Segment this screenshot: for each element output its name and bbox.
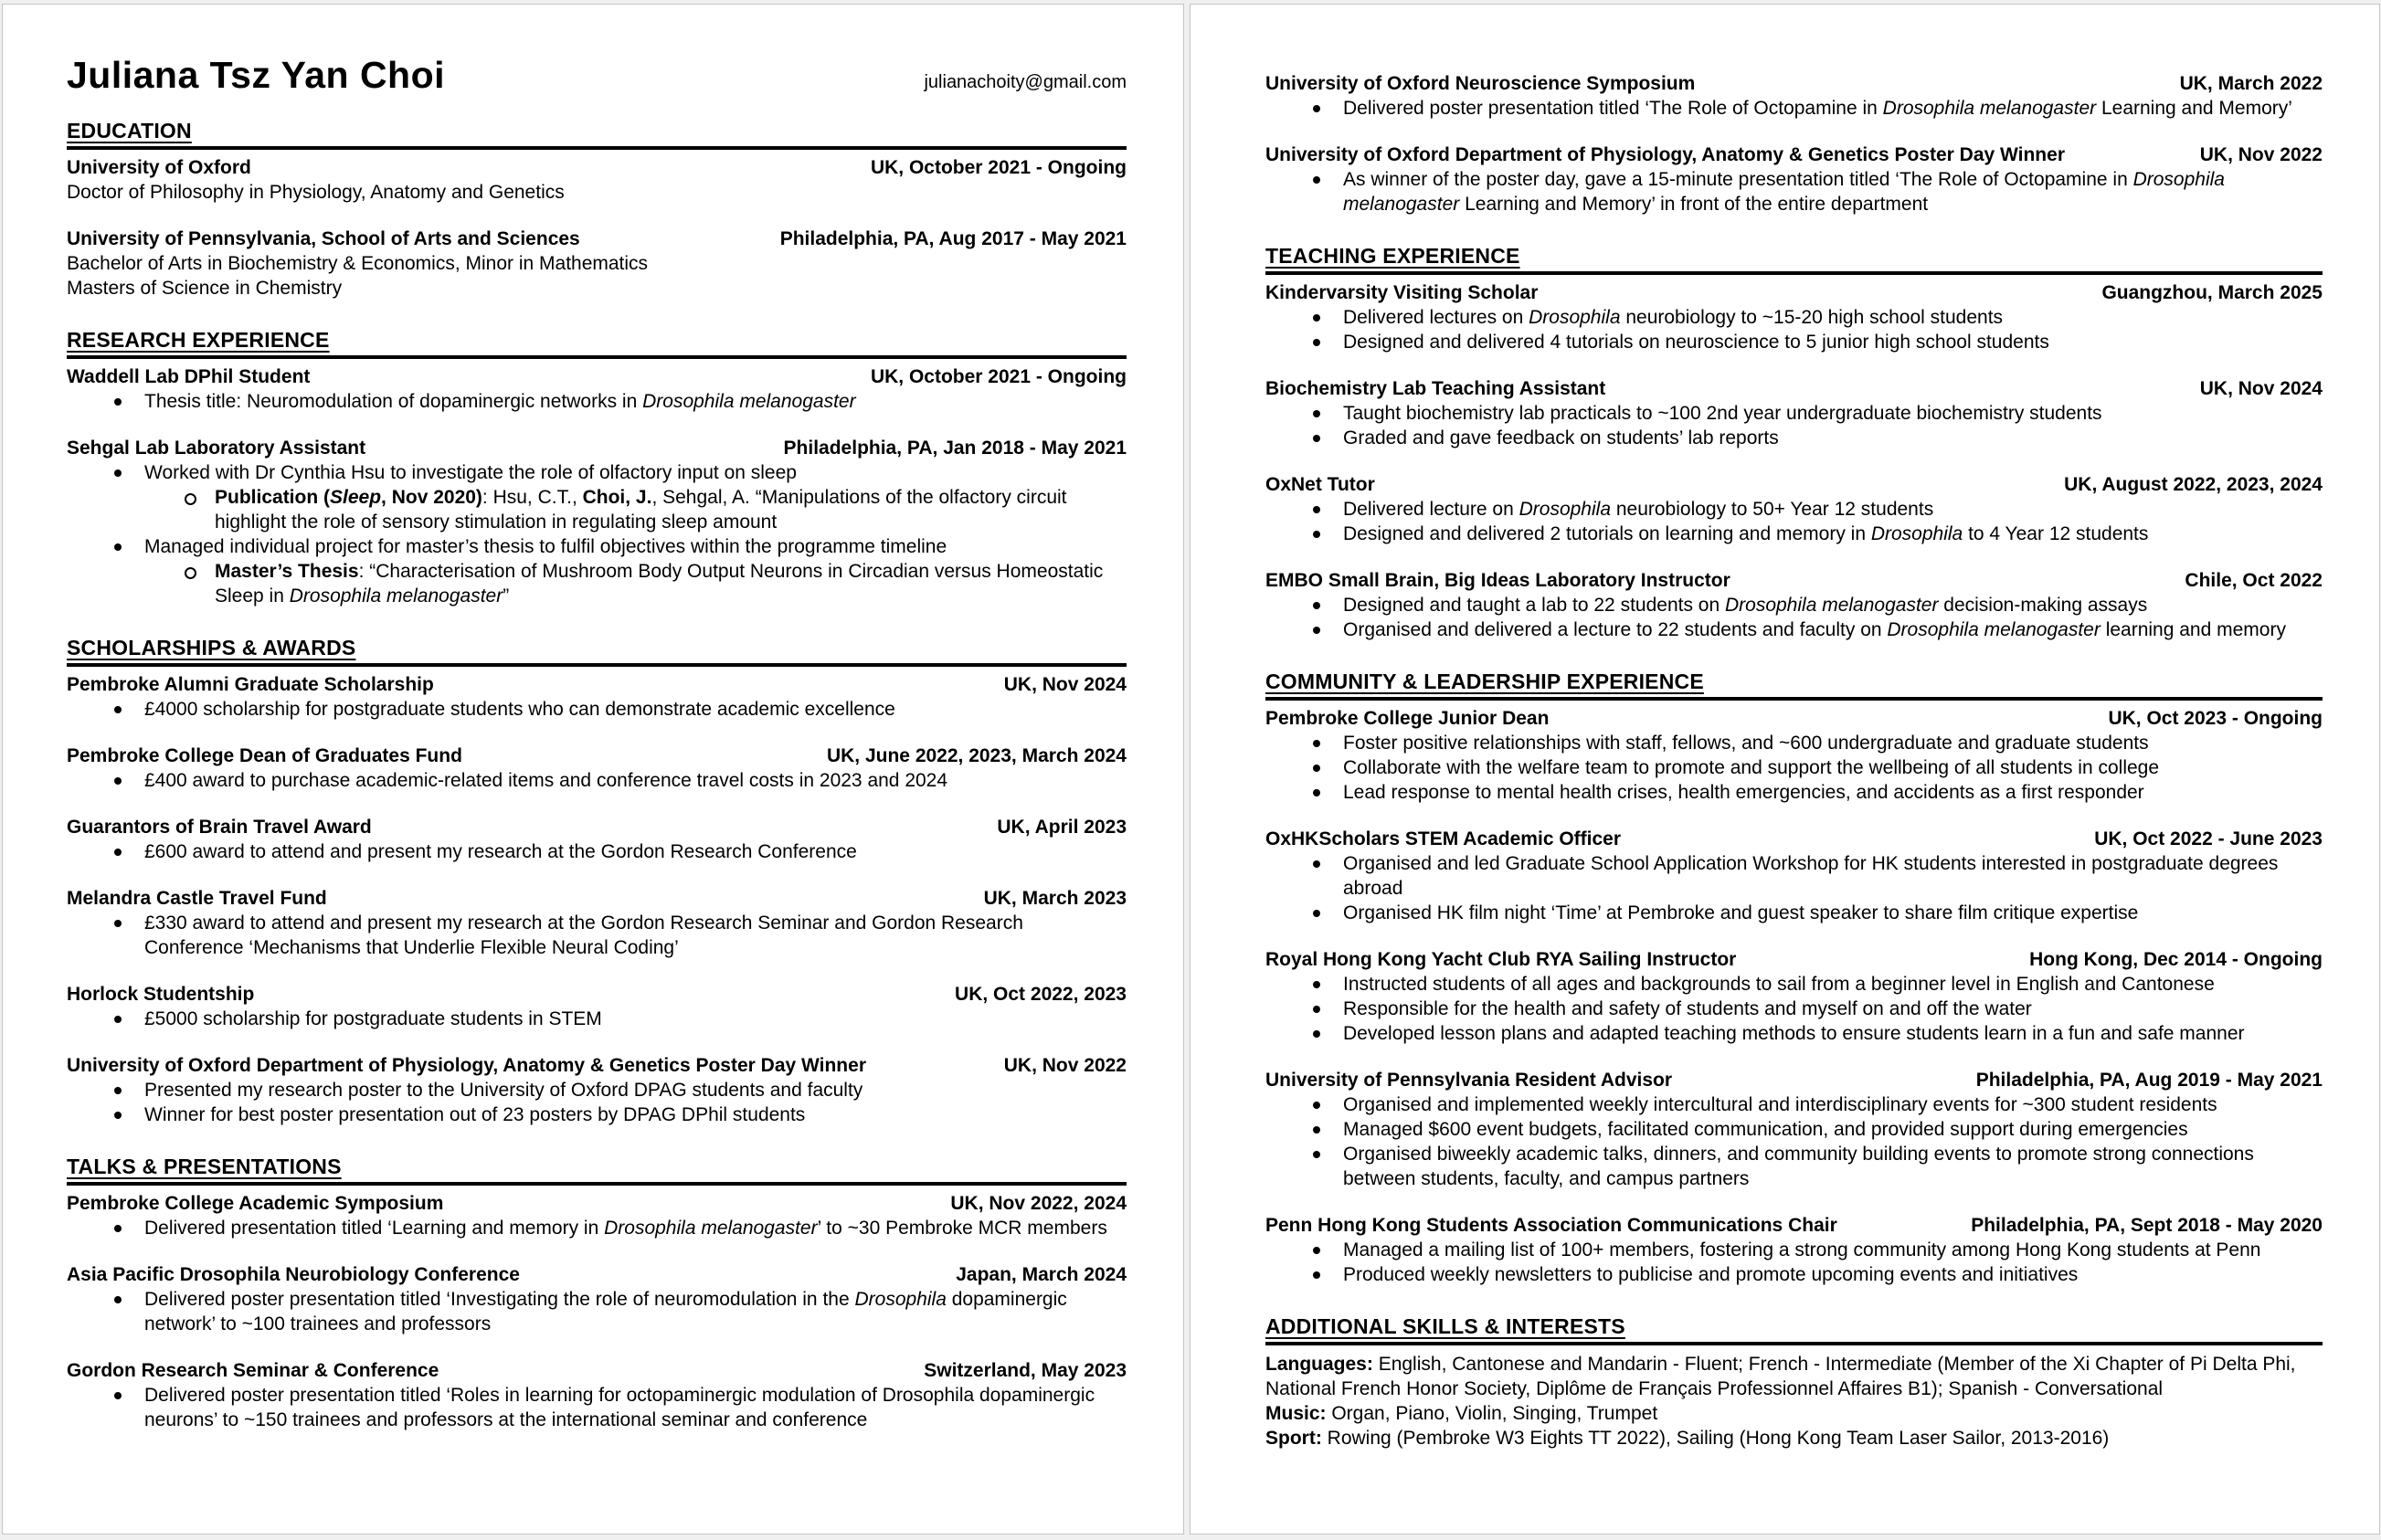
bullet-list: [1265, 593, 2323, 642]
entry-header-row: [67, 1192, 1127, 1216]
resume-entry: [67, 437, 1127, 608]
bullet-item: Thesis title: Neuromodulation of dopaminergic networks in Drosophila melanogaster: [112, 389, 1127, 414]
bullet-item: Organised biweekly academic talks, dinners, and community building events to promote strong connections between students, faculty, and campus partners: [1311, 1142, 2323, 1191]
entry-date-location: UK, Nov 2024: [2199, 378, 2323, 399]
bullet-list: [67, 839, 1127, 864]
entry-title: University of Pennsylvania, School of Arts and Sciences: [67, 228, 580, 249]
entry-date-location: Japan, March 2024: [956, 1264, 1127, 1285]
entry-header-row: [67, 437, 1127, 460]
entry-title: Waddell Lab DPhil Student: [67, 366, 311, 387]
italic-text: Drosophila melanogaster: [1724, 595, 1939, 616]
entry-title: Royal Hong Kong Yacht Club RYA Sailing Instructor: [1265, 949, 1737, 970]
resume-entry: [1265, 72, 2323, 121]
entry-header-row: [1265, 948, 2323, 972]
entry-date-location: UK, Oct 2022, 2023: [955, 984, 1127, 1005]
entry-header-row: [67, 983, 1127, 1007]
italic-text: Drosophila: [1870, 523, 1963, 544]
entry-header-row: [1265, 1069, 2323, 1092]
bullet-list: [67, 768, 1127, 793]
bold-text: Master’s Thesis: [215, 561, 359, 582]
entry-title: OxHKScholars STEM Academic Officer: [1265, 828, 1622, 849]
entry-title: University of Oxford: [67, 157, 251, 178]
bullet-list: [67, 1383, 1127, 1432]
entry-title: Pembroke College Academic Symposium: [67, 1193, 444, 1214]
entry-date-location: Philadelphia, PA, Aug 2017 - May 2021: [779, 228, 1127, 249]
bold-text: Choi, J.: [582, 487, 652, 508]
bold-text: , Nov 2020): [381, 487, 482, 508]
entry-title: Horlock Studentship: [67, 984, 255, 1005]
bullet-item: £5000 scholarship for postgraduate students in STEM: [112, 1007, 1127, 1031]
bullet-item: Organised and implemented weekly intercultural and interdisciplinary events for ~300 student residents: [1311, 1092, 2323, 1117]
resume-section: [1265, 670, 2323, 1287]
bullet-list: [1265, 1092, 2323, 1191]
bullet-list: [67, 1007, 1127, 1031]
entry-date-location: UK, March 2022: [2179, 73, 2323, 94]
resume-entry: [1265, 377, 2323, 450]
bullet-item: Managed a mailing list of 100+ members, fostering a strong community among Hong Kong students at Penn: [1311, 1238, 2323, 1262]
bullet-list: [67, 911, 1127, 960]
entry-date-location: Philadelphia, PA, Sept 2018 - May 2020: [1971, 1215, 2323, 1236]
bullet-item: Organised and delivered a lecture to 22 students and faculty on Drosophila melanogaster learning and memory: [1311, 617, 2323, 642]
bullet-item: Responsible for the health and safety of students and myself on and off the water: [1311, 997, 2323, 1021]
resume-header: [67, 54, 1127, 97]
section-heading: [67, 636, 1127, 667]
section-heading: [1265, 670, 2323, 701]
entry-header-row: [1265, 72, 2323, 96]
entry-header-row: [1265, 707, 2323, 731]
bullet-list: [1265, 497, 2323, 546]
entry-header-row: [67, 816, 1127, 839]
entry-date-location: UK, Nov 2022: [1003, 1055, 1127, 1076]
page-1-sections: [67, 119, 1127, 1432]
entry-date-location: Guangzhou, March 2025: [2101, 282, 2323, 303]
resume-entry: [67, 673, 1127, 722]
bullet-list: [1265, 305, 2323, 354]
bullet-item: Graded and gave feedback on students’ lab reports: [1311, 426, 2323, 450]
entry-detail-line: Doctor of Philosophy in Physiology, Anatomy and Genetics: [67, 182, 565, 203]
italic-text: Sleep: [330, 487, 382, 508]
bullet-item: Taught biochemistry lab practicals to ~100 2nd year undergraduate biochemistry students: [1311, 401, 2323, 426]
entry-date-location: Philadelphia, PA, Jan 2018 - May 2021: [783, 438, 1127, 459]
entry-detail-line: Music: Organ, Piano, Violin, Singing, Trumpet: [1265, 1403, 1658, 1424]
entry-header-row: [67, 1359, 1127, 1383]
resume-entry: [67, 744, 1127, 793]
entry-date-location: UK, Nov 2024: [1003, 674, 1127, 695]
resume-entry: [1265, 1069, 2323, 1191]
entry-detail-line: Bachelor of Arts in Biochemistry & Economics, Minor in Mathematics: [67, 253, 649, 274]
entry-detail-line: Sport: Rowing (Pembroke W3 Eights TT 2022), Sailing (Hong Kong Team Laser Sailor, 2013-2016): [1265, 1428, 2110, 1449]
bullet-item: Designed and delivered 4 tutorials on neuroscience to 5 junior high school students: [1311, 330, 2323, 354]
section-heading-text: ADDITIONAL SKILLS & INTERESTS: [1265, 1314, 1625, 1338]
entry-header-row: [1265, 377, 2323, 401]
bullet-list: [67, 697, 1127, 722]
resume-entry: [67, 816, 1127, 864]
italic-text: Drosophila: [854, 1289, 947, 1310]
sub-bullet-item: Master’s Thesis: “Characterisation of Mushroom Body Output Neurons in Circadian versus Homeostatic Sleep in Drosophila melanogaster”: [183, 559, 1127, 608]
italic-text: Drosophila melanogaster: [642, 391, 856, 412]
bullet-item: Delivered presentation titled ‘Learning and memory in Drosophila melanogaster’ to ~30 Pembroke MCR members: [112, 1216, 1127, 1240]
entry-title: Pembroke Alumni Graduate Scholarship: [67, 674, 434, 695]
candidate-name: Juliana Tsz Yan Choi: [67, 54, 446, 96]
resume-entry: [1265, 473, 2323, 546]
resume-entry: [67, 1359, 1127, 1432]
bullet-list: [67, 1078, 1127, 1127]
bullet-item: Delivered lectures on Drosophila neurobiology to ~15-20 high school students: [1311, 305, 2323, 330]
resume-entry: [67, 365, 1127, 414]
bullet-item: Winner for best poster presentation out of 23 posters by DPAG DPhil students: [112, 1102, 1127, 1127]
entry-date-location: UK, April 2023: [997, 817, 1127, 838]
bold-text: Music:: [1265, 1403, 1327, 1424]
bold-text: Publication (: [215, 487, 330, 508]
entry-header-row: [1265, 828, 2323, 851]
entry-header-row: [67, 887, 1127, 911]
entry-date-location: Philadelphia, PA, Aug 2019 - May 2021: [1975, 1070, 2323, 1091]
resume-entry: [67, 983, 1127, 1031]
entry-title: University of Oxford Neuroscience Symposium: [1265, 73, 1696, 94]
bullet-item: Presented my research poster to the University of Oxford DPAG students and faculty: [112, 1078, 1127, 1102]
entry-date-location: UK, Nov 2022: [2199, 144, 2323, 165]
entry-date-location: UK, March 2023: [983, 888, 1127, 909]
bullet-list: [1265, 972, 2323, 1046]
bullet-list: [67, 460, 1127, 608]
italic-text: Drosophila melanogaster: [289, 585, 503, 607]
entry-header-row: [67, 365, 1127, 389]
bullet-item: Delivered poster presentation titled ‘Investigating the role of neuromodulation in the Drosophila dopaminergic network’ to ~100 trainees and professors: [112, 1287, 1127, 1336]
entry-date-location: Hong Kong, Dec 2014 - Ongoing: [2029, 949, 2323, 970]
section-heading-text: EDUCATION: [67, 119, 192, 142]
bullet-list: [67, 1216, 1127, 1240]
bullet-item: Worked with Dr Cynthia Hsu to investigate the role of olfactory input on sleep Publication (Sleep, Nov 2020): Hsu, C.T., Choi, J., Sehgal, A. “Manipulations of the olfactory circuit highlight the role of sensory stimulation in regulating sleep amount: [112, 460, 1127, 534]
entry-header-row: [67, 227, 1127, 251]
bullet-list: [1265, 1238, 2323, 1287]
candidate-email: julianachoity@gmail.com: [924, 72, 1127, 92]
resume-entry: [1265, 569, 2323, 642]
entry-title: EMBO Small Brain, Big Ideas Laboratory Instructor: [1265, 570, 1730, 591]
sub-bullet-list: [144, 485, 1127, 534]
bullet-list: [1265, 96, 2323, 121]
resume-section: [1265, 1314, 2323, 1450]
bullet-item: Foster positive relationships with staff, fellows, and ~600 undergraduate and graduate students: [1311, 731, 2323, 755]
bullet-item: Lead response to mental health crises, health emergencies, and accidents as a first responder: [1311, 780, 2323, 805]
entry-title: Penn Hong Kong Students Association Communications Chair: [1265, 1215, 1837, 1236]
entry-date-location: UK, Nov 2022, 2024: [950, 1193, 1127, 1214]
entry-title: University of Oxford Department of Physiology, Anatomy & Genetics Poster Day Winner: [67, 1055, 866, 1076]
entry-header-row: [67, 1263, 1127, 1287]
entry-header-row: [1265, 143, 2323, 167]
entry-title: Guarantors of Brain Travel Award: [67, 817, 372, 838]
entry-title: Sehgal Lab Laboratory Assistant: [67, 438, 366, 459]
bullet-list: [67, 389, 1127, 414]
resume-section: [1265, 244, 2323, 642]
resume-entry: [67, 156, 1127, 205]
entry-date-location: UK, Oct 2022 - June 2023: [2094, 828, 2323, 849]
bullet-item: Produced weekly newsletters to publicise and promote upcoming events and initiatives: [1311, 1262, 2323, 1287]
entry-title: OxNet Tutor: [1265, 474, 1375, 495]
section-heading-text: TALKS & PRESENTATIONS: [67, 1155, 342, 1178]
bullet-item: Managed individual project for master’s thesis to fulfil objectives within the programme timeline Master’s Thesis: “Characterisation of Mushroom Body Output Neurons in Circadian versus Homeostatic Sleep in Drosophila melanogaster”: [112, 534, 1127, 608]
sub-bullet-item: Publication (Sleep, Nov 2020): Hsu, C.T., Choi, J., Sehgal, A. “Manipulations of the olfactory circuit highlight the role of sensory stimulation in regulating sleep amount: [183, 485, 1127, 534]
section-heading: [1265, 1314, 2323, 1345]
italic-text: Drosophila melanogaster: [1887, 619, 2101, 640]
section-heading: [67, 328, 1127, 359]
resume-entry: [1265, 143, 2323, 216]
entry-title: University of Pennsylvania Resident Advisor: [1265, 1070, 1673, 1091]
italic-text: Drosophila melanogaster: [1882, 98, 2097, 119]
resume-entry: [1265, 948, 2323, 1046]
bullet-item: Delivered poster presentation titled ‘The Role of Octopamine in Drosophila melanogaster Learning and Memory’: [1311, 96, 2323, 121]
entry-title: Pembroke College Dean of Graduates Fund: [67, 745, 462, 766]
resume-entry: [1265, 1214, 2323, 1287]
bullet-item: Organised HK film night ‘Time’ at Pembroke and guest speaker to share film critique expertise: [1311, 901, 2323, 925]
italic-text: Drosophila: [1529, 307, 1621, 328]
resume-entry: [1265, 828, 2323, 925]
bullet-item: Designed and delivered 2 tutorials on learning and memory in Drosophila to 4 Year 12 students: [1311, 522, 2323, 546]
section-heading: [67, 119, 1127, 150]
resume-entry: [1265, 707, 2323, 805]
section-heading: [67, 1155, 1127, 1186]
resume-section: [1265, 72, 2323, 216]
entry-title: Melandra Castle Travel Fund: [67, 888, 327, 909]
entry-header-row: [1265, 281, 2323, 305]
entry-date-location: UK, October 2021 - Ongoing: [870, 366, 1127, 387]
bullet-item: Collaborate with the welfare team to promote and support the wellbeing of all students in college: [1311, 755, 2323, 780]
resume-entry: [67, 887, 1127, 960]
section-heading: [1265, 244, 2323, 275]
bullet-item: As winner of the poster day, gave a 15-minute presentation titled ‘The Role of Octopamine in Drosophila melanogaster Learning and Memory’ in front of the entire department: [1311, 167, 2323, 216]
resume-section: [67, 636, 1127, 1127]
section-heading-text: TEACHING EXPERIENCE: [1265, 244, 1520, 268]
entry-date-location: UK, August 2022, 2023, 2024: [2064, 474, 2323, 495]
entry-header-row: [67, 744, 1127, 768]
entry-title: University of Oxford Department of Physiology, Anatomy & Genetics Poster Day Winner: [1265, 144, 2065, 165]
bullet-list: [1265, 167, 2323, 216]
resume-section: [67, 328, 1127, 608]
bullet-item: Delivered lecture on Drosophila neurobiology to 50+ Year 12 students: [1311, 497, 2323, 522]
resume-entry: [67, 1192, 1127, 1240]
italic-text: Drosophila: [1519, 499, 1611, 520]
italic-text: Drosophila melanogaster: [1343, 169, 2225, 215]
bullet-item: Delivered poster presentation titled ‘Roles in learning for octopaminergic modulation of Drosophila dopaminergic neurons’ to ~150 trainees and professors at the international seminar and conference: [112, 1383, 1127, 1432]
entry-header-row: [67, 1054, 1127, 1078]
bullet-item: Developed lesson plans and adapted teaching methods to ensure students learn in a fun and safe manner: [1311, 1021, 2323, 1046]
resume-page-2: [1190, 4, 2380, 1535]
entry-date-location: UK, June 2022, 2023, March 2024: [826, 745, 1127, 766]
entry-date-location: Chile, Oct 2022: [2185, 570, 2323, 591]
resume-entry: [67, 1263, 1127, 1336]
entry-header-row: [67, 673, 1127, 697]
entry-title: Gordon Research Seminar & Conference: [67, 1360, 439, 1381]
entry-date-location: Switzerland, May 2023: [924, 1360, 1127, 1381]
resume-section: [67, 119, 1127, 301]
entry-header-row: [1265, 569, 2323, 593]
page-2-sections: [1265, 72, 2323, 1450]
entry-header-row: [1265, 1214, 2323, 1238]
resume-entry: [1265, 1352, 2323, 1450]
bullet-item: £400 award to purchase academic-related items and conference travel costs in 2023 and 2024: [112, 768, 1127, 793]
bullet-list: [67, 1287, 1127, 1336]
sub-bullet-list: [144, 559, 1127, 608]
entry-title: Kindervarsity Visiting Scholar: [1265, 282, 1539, 303]
bold-text: Languages:: [1265, 1354, 1373, 1375]
entry-date-location: UK, Oct 2023 - Ongoing: [2108, 708, 2323, 729]
resume-page-1: [2, 4, 1184, 1535]
bullet-item: £4000 scholarship for postgraduate students who can demonstrate academic excellence: [112, 697, 1127, 722]
entry-title: Pembroke College Junior Dean: [1265, 708, 1550, 729]
bullet-item: £330 award to attend and present my research at the Gordon Research Seminar and Gordon Research Conference ‘Mechanisms that Underlie Flexible Neural Coding’: [112, 911, 1127, 960]
bullet-list: [1265, 401, 2323, 450]
bullet-item: Designed and taught a lab to 22 students on Drosophila melanogaster decision-making assays: [1311, 593, 2323, 617]
section-heading-text: RESEARCH EXPERIENCE: [67, 328, 330, 352]
bullet-list: [1265, 731, 2323, 805]
bullet-item: £600 award to attend and present my research at the Gordon Research Conference: [112, 839, 1127, 864]
entry-date-location: UK, October 2021 - Ongoing: [870, 157, 1127, 178]
entry-title: Biochemistry Lab Teaching Assistant: [1265, 378, 1606, 399]
entry-detail-line: Masters of Science in Chemistry: [67, 278, 343, 299]
italic-text: Drosophila melanogaster: [604, 1218, 818, 1239]
bold-text: Sport:: [1265, 1428, 1322, 1449]
entry-header-row: [67, 156, 1127, 180]
bullet-item: Organised and led Graduate School Application Workshop for HK students interested in postgraduate degrees abroad: [1311, 851, 2323, 901]
entry-title: Asia Pacific Drosophila Neurobiology Conference: [67, 1264, 520, 1285]
bullet-item: Managed $600 event budgets, facilitated communication, and provided support during emergencies: [1311, 1117, 2323, 1142]
bullet-item: Instructed students of all ages and backgrounds to sail from a beginner level in English and Cantonese: [1311, 972, 2323, 997]
section-heading-text: COMMUNITY & LEADERSHIP EXPERIENCE: [1265, 670, 1704, 693]
resume-section: [67, 1155, 1127, 1432]
resume-entry: [67, 1054, 1127, 1127]
section-heading-text: SCHOLARSHIPS & AWARDS: [67, 636, 356, 659]
entry-detail-line: Languages: English, Cantonese and Mandarin - Fluent; French - Intermediate (Member of the Xi Chapter of Pi Delta Phi, National French Honor Society, Diplôme de Français Professionnel Affaires B1); Spanish - Conversational: [1265, 1354, 2296, 1399]
bullet-list: [1265, 851, 2323, 925]
entry-header-row: [1265, 473, 2323, 497]
resume-entry: [1265, 281, 2323, 354]
resume-entry: [67, 227, 1127, 301]
